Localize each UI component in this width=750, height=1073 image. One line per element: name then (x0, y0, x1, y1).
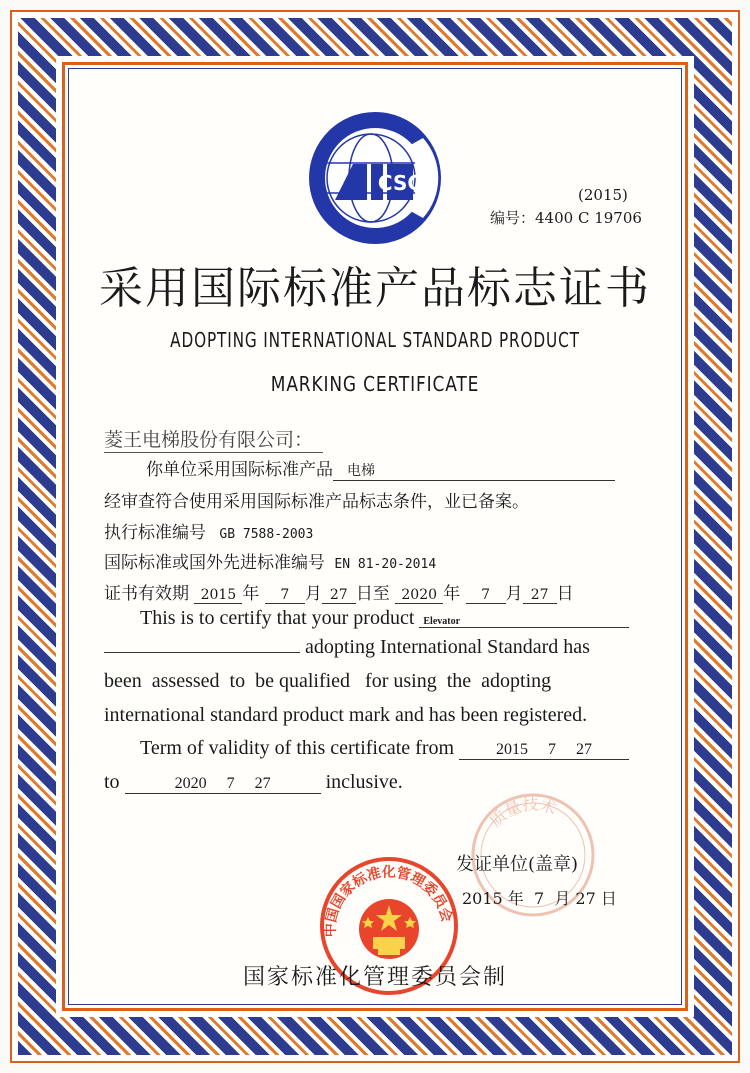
cn-approval-line: 经审查符合使用采用国际标准产品标志条件，业已备案。 (104, 492, 529, 512)
issuer-label: 发证单位(盖章) (456, 854, 579, 875)
cn-intl-standard-line (104, 548, 436, 573)
en-to-date: 2020 7 27 (125, 775, 321, 794)
title-english-line2: MARKING CERTIFICATE (270, 372, 480, 396)
en-inclusive: inclusive. (325, 771, 403, 793)
issue-date: 2015 年 7 月 27 日 (462, 889, 617, 908)
en-standard-line (104, 636, 590, 659)
cn-to-month: 7 (466, 587, 506, 604)
en-certify-text: This is to certify that your product (140, 607, 415, 629)
cn-year-char-2: 年 (443, 584, 461, 604)
en-product-value: Elevator (419, 616, 629, 628)
en-to-label: to (104, 771, 120, 793)
serial-year: (2015) (578, 186, 628, 204)
cn-intl-label: 国际标准或国外先进标准编号 (104, 553, 325, 573)
cn-standard-label: 执行标准编号 (104, 523, 206, 543)
cn-product-prefix: 你单位采用国际标准产品 (146, 460, 333, 480)
en-assessed-line: been assessed to be qualified for using the adopting (104, 670, 552, 692)
cn-validity-line (104, 579, 574, 604)
en-validity-to-line (104, 771, 403, 794)
cn-product-line (146, 455, 615, 481)
cn-month-char-2: 月 (505, 584, 523, 604)
cn-standard-value: GB 7588-2003 (219, 527, 314, 542)
serial-label: 编号： (490, 209, 536, 227)
cn-standard-line (104, 518, 313, 543)
en-registered-line: international standard product mark and has been registered. (104, 704, 588, 726)
cn-month-char: 月 (304, 584, 322, 604)
cn-day-char: 日 (556, 584, 574, 604)
title-english-line1: ADOPTING INTERNATIONAL STANDARD PRODUCT (170, 328, 580, 352)
cn-validity-label: 证书有效期 (104, 584, 189, 604)
en-from-date: 2015 7 27 (459, 741, 629, 760)
seal-text: 中国国家标准化管理委员会 (322, 864, 455, 938)
cn-from-day: 27 (322, 587, 356, 604)
csc-logo (305, 108, 445, 248)
cn-to-day: 27 (523, 587, 557, 604)
en-validity-text: Term of validity of this certificate from (140, 737, 455, 759)
en-adopting-text: adopting International Standard has (305, 636, 590, 658)
cn-day-to: 日至 (355, 584, 390, 604)
serial-number-line (490, 207, 642, 228)
footer-issuer: 国家标准化管理委员会制 (242, 965, 507, 990)
cn-from-year: 2015 (194, 587, 242, 604)
faint-seal-text: 质量技术 (485, 794, 559, 831)
cn-intl-value: EN 81-20-2014 (334, 557, 437, 572)
cn-product-value: 电梯 (333, 460, 615, 481)
en-blank (104, 652, 300, 653)
logo-letters: CSC (377, 171, 423, 195)
en-product-line (140, 607, 629, 630)
cn-from-month: 7 (265, 587, 305, 604)
title-chinese: 采用国际标准产品标志证书 (99, 263, 651, 314)
company-name: 菱王电梯股份有限公司： (104, 425, 323, 453)
cn-year-char: 年 (242, 584, 260, 604)
cn-to-year: 2020 (395, 587, 443, 604)
serial-number: 4400 C 19706 (535, 209, 642, 227)
en-validity-from-line (140, 737, 629, 760)
